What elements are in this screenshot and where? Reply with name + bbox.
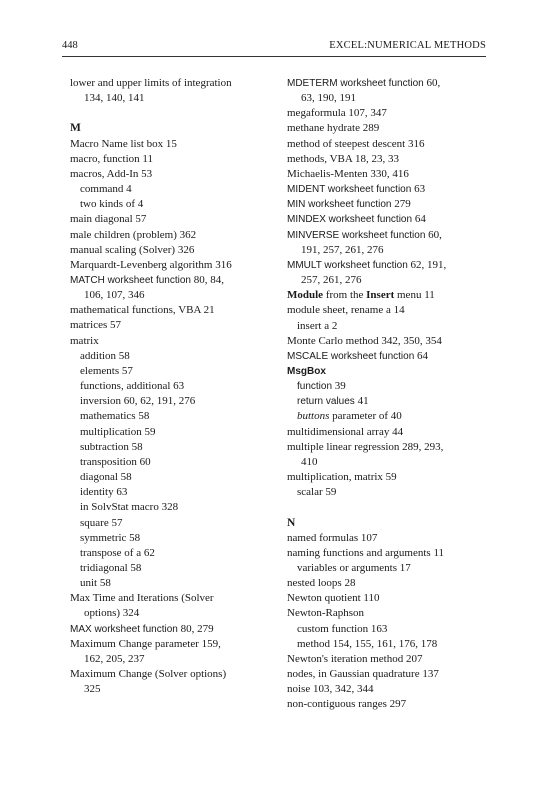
index-entry: command 4 (80, 183, 132, 196)
index-spacer (70, 106, 275, 121)
index-entry: custom function 163 (297, 622, 388, 635)
index-entry-segment: Module (287, 289, 324, 302)
index-entry: methods, VBA 18, 23, 33 (287, 152, 399, 165)
index-entry: Newton-Raphson (287, 607, 364, 620)
index-entry: two kinds of 4 (80, 198, 144, 211)
index-entry: options) 324 (84, 607, 140, 620)
index-section-letter: M (70, 122, 81, 135)
index-entry: main diagonal 57 (70, 213, 147, 226)
index-entry-segment: 62, 191, (407, 258, 447, 271)
index-entry: Maximum Change (Solver options) (70, 668, 227, 681)
index-entry: scalar 59 (297, 486, 337, 499)
index-entry: 106, 107, 346 (84, 289, 145, 302)
index-entry: nested loops 28 (287, 577, 356, 590)
index-entry: matrix (70, 334, 99, 347)
index-entry: variables or arguments 17 (297, 561, 411, 574)
index-entry: nodes, in Gaussian quadrature 137 (287, 668, 439, 681)
index-spacer (287, 500, 492, 515)
index-entry: Maximum Change parameter 159, (70, 637, 221, 650)
index-entry-segment: 41 (354, 395, 369, 408)
index-entry: matrices 57 (70, 319, 122, 332)
index-entry: 162, 205, 237 (84, 652, 145, 665)
index-entry: addition 58 (80, 349, 130, 362)
index-entry: Newton quotient 110 (287, 592, 380, 605)
index-entry (70, 273, 275, 288)
index-entry: functions, additional 63 (80, 380, 185, 393)
index-entry: multiplication 59 (80, 425, 156, 438)
index-entry: macros, Add-In 53 (70, 167, 153, 180)
index-entry: mathematics 58 (80, 410, 150, 423)
index-entry: transposition 60 (80, 455, 151, 468)
index-entry (287, 212, 492, 227)
index-entry: in SolvStat macro 328 (80, 501, 179, 514)
index-entry: 63, 190, 191 (301, 92, 356, 105)
index-entry-segment: 80, 84, (190, 274, 224, 287)
index-entry-segment: 80, 279 (177, 622, 214, 635)
index-entry-segment: 279 (391, 198, 411, 211)
index-entry-segment: MsgBox (287, 365, 326, 377)
index-entry (287, 197, 492, 212)
index-entry: 410 (301, 455, 318, 468)
index-entry-segment: return values (297, 396, 355, 408)
index-entry: manual scaling (Solver) 326 (70, 243, 195, 256)
index-entry: symmetric 58 (80, 531, 141, 544)
index-entry: Marquardt-Levenberg algorithm 316 (70, 258, 232, 271)
running-title: EXCEL:NUMERICAL METHODS (329, 40, 486, 51)
index-entry: insert a 2 (297, 319, 338, 332)
index-entry: tridiagonal 58 (80, 561, 142, 574)
index-entry-segment: 64 (414, 349, 429, 362)
index-entry: naming functions and arguments 11 (287, 546, 445, 559)
index-entry-segment: MAX worksheet function (70, 623, 178, 635)
index-entry: lower and upper limits of integration (70, 77, 232, 89)
index-entry: method of steepest descent 316 (287, 137, 425, 150)
index-entry-segment: 64 (412, 213, 426, 226)
index-entry: unit 58 (80, 577, 111, 590)
index-entry (287, 379, 492, 394)
index-section-letter: N (287, 516, 296, 529)
page-number: 448 (62, 40, 78, 51)
index-entry: megaformula 107, 347 (287, 107, 387, 120)
index-entry-segment: MIN worksheet function (287, 199, 392, 211)
index-entry: Newton's iteration method 207 (287, 652, 423, 665)
index-entry (70, 622, 275, 637)
index-entry: subtraction 58 (80, 440, 143, 453)
index-entry-segment: MIDENT worksheet function (287, 184, 412, 196)
index-entry: non-contiguous ranges 297 (287, 698, 407, 711)
index-entry-segment: 60, (423, 77, 441, 89)
index-entry-segment: MSCALE worksheet function (287, 350, 415, 362)
index-entry-segment: 63 (411, 183, 426, 196)
index-entry-segment: 39 (332, 380, 346, 393)
index-entry: Max Time and Iterations (Solver (70, 592, 214, 605)
index-column-left (70, 76, 275, 697)
index-entry: methane hydrate 289 (287, 122, 380, 135)
index-entry-segment: function (297, 381, 333, 393)
index-entry-segment: 60, (425, 228, 442, 241)
index-entry (287, 288, 492, 303)
index-entry-segment: menu 11 (394, 289, 435, 302)
index-entry (287, 394, 492, 409)
index-entry: male children (problem) 362 (70, 228, 197, 241)
index-entry: noise 103, 342, 344 (287, 683, 374, 696)
index-entry-segment: from the (323, 289, 367, 302)
index-entry: 325 (84, 683, 101, 696)
index-entry: multiple linear regression 289, 293, (287, 440, 444, 453)
index-entry: 134, 140, 141 (84, 92, 145, 105)
index-entry-segment: MDETERM worksheet function (287, 78, 424, 89)
index-entry-segment: MINDEX worksheet function (287, 214, 413, 226)
index-entry (287, 258, 492, 273)
index-entry (287, 76, 492, 91)
index-entry: 191, 257, 261, 276 (301, 243, 384, 256)
index-entry (287, 228, 492, 243)
index-entry: 257, 261, 276 (301, 274, 362, 287)
index-entry: multiplication, matrix 59 (287, 471, 397, 484)
index-entry: macro, function 11 (70, 152, 153, 165)
index-entry-segment: MATCH worksheet function (70, 275, 191, 287)
index-entry-segment: parameter of 40 (329, 410, 402, 423)
index-entry: module sheet, rename a 14 (287, 304, 405, 317)
index-entry (287, 409, 492, 424)
index-entry: inversion 60, 62, 191, 276 (80, 395, 196, 408)
index-entry: multidimensional array 44 (287, 425, 404, 438)
index-entry: identity 63 (80, 486, 128, 499)
index-entry: mathematical functions, VBA 21 (70, 304, 215, 317)
index-entry-segment: MMULT worksheet function (287, 259, 408, 271)
index-entry: square 57 (80, 516, 123, 529)
page-header (62, 40, 486, 57)
index-entry: elements 57 (80, 364, 133, 377)
index-entry-segment: MINVERSE worksheet function (287, 229, 426, 241)
index-entry: named formulas 107 (287, 531, 378, 544)
index-entry: diagonal 58 (80, 471, 132, 484)
index-entry (287, 349, 492, 364)
index-entry: method 154, 155, 161, 176, 178 (297, 637, 438, 650)
index-entry (287, 364, 492, 379)
index-column-right (287, 76, 492, 713)
index-entry: Michaelis-Menten 330, 416 (287, 167, 409, 180)
index-entry (287, 182, 492, 197)
index-entry: Macro Name list box 15 (70, 137, 177, 150)
index-entry: transpose of a 62 (80, 546, 155, 559)
index-entry-segment: Insert (366, 289, 395, 302)
index-entry: Monte Carlo method 342, 350, 354 (287, 334, 442, 347)
index-entry-segment: buttons (297, 410, 330, 423)
